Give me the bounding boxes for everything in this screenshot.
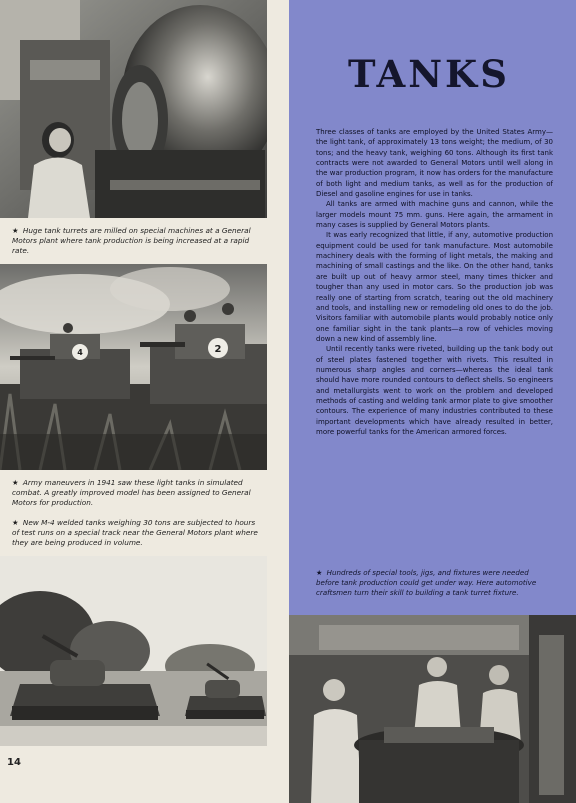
gutter <box>267 0 289 803</box>
photo-turret-milling <box>0 0 267 218</box>
star-icon: ★ <box>316 568 323 577</box>
turret-milling-image <box>0 0 267 218</box>
photo-turret-fixture <box>289 615 576 803</box>
turret-fixture-image <box>289 615 576 803</box>
caption-2-text: Army maneuvers in 1941 saw these light tanks in simulated combat. A greatly improved model has been assigned to General Motors for production. <box>12 478 251 507</box>
caption-turret-milling <box>12 226 264 256</box>
caption-m4-tanks <box>12 518 264 548</box>
tank-number-right: 2 <box>214 344 222 355</box>
caption-1-text: Huge tank turrets are milled on special machines at a General Motors plant where tank production is being increased at a rapid rate. <box>12 226 251 255</box>
caption-3-text: New M-4 welded tanks weighing 30 tons are subjected to hours of test runs on a special track near the General Motors plant where they are being produced in volume. <box>12 518 258 547</box>
paragraph-1: Three classes of tanks are employed by the United States Army—the light tank, of approximately 13 tons weight; the medium, of 30 tons; and the heavy tank, weighing 60 tons. Although its first tank contracts were not awarded to General Motors until well along in the war production program, it now has orders for the manufacture of both light and medium tanks, as well as for the production of Diesel and gasoline engines for use in tanks. <box>316 128 553 199</box>
star-icon: ★ <box>12 518 19 527</box>
photo-m4-tanks <box>0 556 267 746</box>
article-body <box>316 127 553 437</box>
paragraph-4: Until recently tanks were riveted, building up the tank body out of steel plates fastened together with rivets. This resulted in numerous sharp angles and corners—whereas the ideal tank should have more rounded contours to deflect shells. So engineers and metallurgists went to work on the problem and developed methods of casting and welding tank armor plate to give smoother contours. The experience of many industries contributed to these important developments which have already resulted in better, more powerful tanks for the American armored forces. <box>316 345 553 436</box>
light-tanks-image <box>0 264 267 470</box>
page-number: 14 <box>7 757 21 768</box>
page-title: TANKS <box>348 52 510 96</box>
m4-tanks-image <box>0 556 267 746</box>
photo-light-tanks-maneuvers <box>0 264 267 470</box>
tank-number-left: 4 <box>77 348 83 357</box>
caption-4-text: Hundreds of special tools, jigs, and fixtures were needed before tank production could get under way. Here automotive craftsmen turn their skill to building a tank turret fixture. <box>316 568 537 597</box>
paragraph-2: All tanks are armed with machine guns and cannon, while the larger models mount 75 mm. guns. Here again, the armament in many cases is supplied by General Motors plants. <box>316 200 553 230</box>
caption-light-tanks <box>12 478 264 508</box>
caption-turret-fixture <box>316 568 553 598</box>
star-icon: ★ <box>12 478 19 487</box>
paragraph-3: It was early recognized that little, if any, automotive production equipment could be used for tank manufacture. Most automobile machinery deals with the forming of light metals, the making and machining of small castings and the like. On the other hand, tanks are built up out of heavy armor steel, many times thicker and tougher than any used in motor cars. So the production job was really one of starting from scratch, tearing out the old machinery and tools, and installing new or remodeling old ones to do the job. Visitors familiar with automobile plants would probably notice only one familiar sight in the tank plants—a row of vehicles moving down a new kind of assembly line. <box>316 231 553 343</box>
star-icon: ★ <box>12 226 19 235</box>
